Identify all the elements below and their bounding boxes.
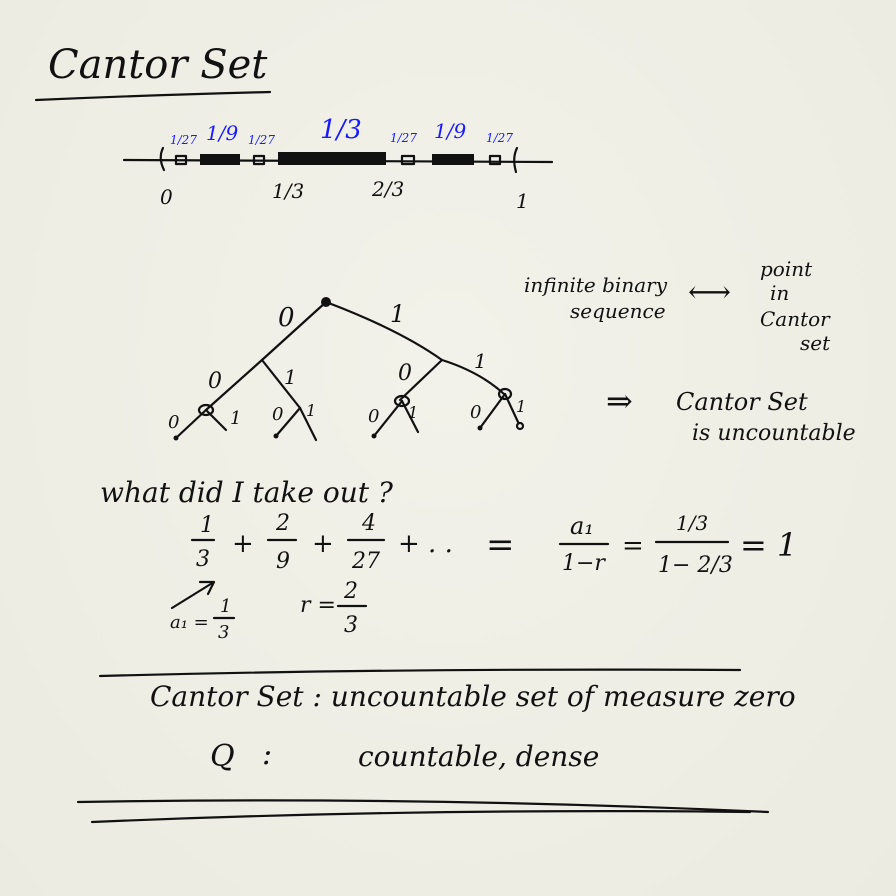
tree-l2-label: 0 — [398, 361, 412, 386]
r-numerator: 2 — [344, 579, 358, 604]
title-underline — [36, 92, 270, 100]
point-line2: in — [770, 281, 790, 305]
binary-sequence-correspondence — [524, 257, 831, 355]
value-denominator: 1− 2/3 — [658, 553, 733, 578]
rationals-note — [210, 737, 599, 774]
rationals-colon: : — [262, 737, 273, 772]
formula-denominator: 1−r — [562, 551, 605, 576]
binary-tree — [168, 297, 526, 441]
removed-interval-1-27 — [402, 156, 414, 164]
section-divider — [100, 670, 740, 676]
tree-l3-label: 1 — [230, 408, 242, 429]
label-1-27: 1/27 — [248, 133, 275, 147]
a1-denominator: 3 — [218, 622, 230, 643]
label-1-9: 1/9 — [206, 121, 239, 145]
binary-sequence-line2: sequence — [570, 299, 666, 323]
uncountable-conclusion — [606, 382, 856, 446]
value-numerator: 1/3 — [676, 511, 709, 535]
series-parameters — [170, 579, 366, 643]
implies-arrow-icon: ⇒ — [606, 382, 633, 420]
tick-label-one-third: 1/3 — [272, 179, 305, 203]
removed-interval-1-9 — [200, 154, 240, 165]
plus-sign: + — [312, 529, 334, 559]
point-line4: set — [800, 331, 831, 355]
tick-label-0: 0 — [160, 185, 173, 209]
r-denominator: 3 — [344, 613, 358, 638]
geometric-series — [192, 511, 797, 578]
double-arrow-icon: ⟷ — [688, 275, 732, 310]
term1-denominator: 3 — [196, 547, 210, 572]
label-1-27: 1/27 — [170, 133, 197, 147]
tree-l3-label: 0 — [168, 412, 180, 433]
term2-denominator: 9 — [276, 549, 290, 574]
tree-l3-label: 0 — [470, 402, 482, 423]
label-1-9: 1/9 — [434, 119, 467, 143]
point-line1: point — [760, 257, 813, 281]
label-1-3: 1/3 — [320, 115, 362, 145]
conclusion-line1: Cantor Set — [676, 388, 808, 416]
binary-sequence-line1: infinite binary — [524, 273, 667, 297]
removed-interval-1-3 — [278, 152, 386, 165]
equals-sign: = — [486, 525, 515, 565]
label-1-27: 1/27 — [390, 131, 417, 145]
tree-root-right-label: 1 — [390, 300, 406, 328]
page-title: Cantor Set — [48, 42, 268, 88]
term3-denominator: 27 — [352, 549, 380, 574]
a1-label: a₁ = — [170, 612, 209, 633]
tree-l3-label: 0 — [368, 406, 380, 427]
term2-numerator: 2 — [276, 511, 290, 536]
term1-numerator: 1 — [200, 513, 214, 538]
tree-l2-label: 1 — [474, 349, 487, 373]
pointer-arrow-icon — [172, 582, 214, 608]
formula-numerator: a₁ — [570, 512, 594, 540]
tick-label-1: 1 — [516, 189, 529, 213]
tree-l2-label: 1 — [284, 365, 297, 389]
rationals-symbol: Q — [210, 739, 235, 774]
equals-sign: = — [622, 531, 644, 561]
tree-l2-label: 0 — [208, 369, 222, 394]
tree-l3-label: 1 — [408, 403, 419, 422]
term3-numerator: 4 — [362, 511, 376, 536]
tree-l3-label: 0 — [272, 404, 284, 425]
point-line3: Cantor — [760, 307, 830, 331]
bottom-underline — [92, 811, 750, 822]
label-1-27: 1/27 — [486, 131, 513, 145]
rationals-description: countable, dense — [358, 740, 600, 773]
series-result: = 1 — [740, 526, 798, 564]
tick-label-two-thirds: 2/3 — [372, 177, 405, 201]
a1-numerator: 1 — [220, 596, 232, 617]
plus-sign: + — [232, 529, 254, 559]
removed-length-question: what did I take out ? — [100, 476, 393, 509]
tree-root-left-label: 0 — [278, 303, 295, 333]
r-label: r = — [300, 593, 336, 618]
removed-interval-1-9 — [432, 154, 474, 165]
conclusion-line2: is uncountable — [692, 421, 856, 446]
series-ellipsis: + . . — [398, 529, 453, 559]
tree-l3-label: 1 — [516, 397, 527, 416]
cantor-number-line — [124, 115, 552, 213]
cantor-summary: Cantor Set : uncountable set of measure zero — [150, 680, 796, 713]
tree-l3-label: 1 — [306, 401, 317, 420]
